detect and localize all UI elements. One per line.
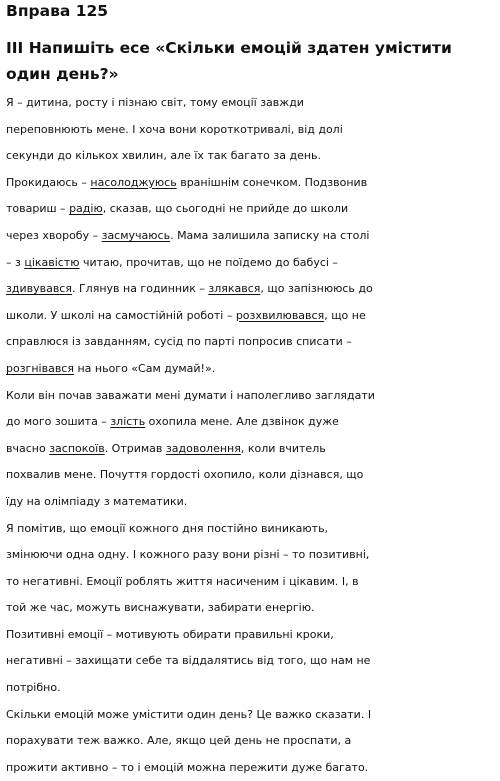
emotion-word: злякався — [208, 282, 261, 296]
essay-line — [6, 170, 498, 197]
essay-text-segment: прожити активно – то і емоцій можна пережити дуже багато. — [6, 760, 369, 774]
essay-line — [6, 702, 498, 729]
essay-line — [6, 383, 498, 410]
essay-text-segment: вранішнім сонечком. Подзвонив — [176, 175, 368, 189]
essay-text-segment: читаю, прочитав, що не поїдемо до бабусі – — [79, 255, 338, 269]
essay-text-segment: Прокидаюсь – — [6, 175, 91, 189]
essay-text-segment: їду на олімпіаду з математики. — [6, 494, 188, 508]
essay-text-segment: охопила мене. Але дзвінок дуже — [145, 415, 339, 429]
essay-text-segment: школи. У школі на самостійній роботі – — [6, 308, 236, 322]
essay-text-segment: той же час, можуть виснажувати, забирати енергію. — [6, 601, 315, 615]
essay-line — [6, 569, 498, 596]
essay-line — [6, 648, 498, 675]
essay-text-segment: вчасно — [6, 441, 50, 455]
essay-text-segment: на нього «Сам думай!». — [73, 361, 216, 375]
essay-line — [6, 250, 498, 277]
essay-line — [6, 462, 498, 489]
essay-line — [6, 143, 498, 170]
essay-text-segment: . Мама залишила записку на столі — [170, 228, 370, 242]
essay-text-segment: похвалив мене. Почуття гордості охопило, коли дізнався, що — [6, 468, 364, 482]
essay-text-segment: Коли він почав заважати мені думати і наполегливо заглядати — [6, 388, 375, 402]
emotion-word: здивувався — [6, 282, 72, 296]
essay-line — [6, 223, 498, 250]
essay-text-segment: то негативні. Емоції роблять життя насиченим і цікавим. І, в — [6, 574, 359, 588]
essay-line — [6, 516, 498, 543]
exercise-title: Вправа 125 — [6, 2, 109, 20]
emotion-word: насолоджуюсь — [90, 175, 177, 189]
emotion-word: розхвилювався — [235, 308, 325, 322]
task-prompt: III Напишіть есе «Скільки емоцій здатен умістити один день?» — [6, 39, 452, 83]
essay-line — [6, 276, 498, 303]
essay-text-segment: . Глянув на годинник – — [71, 282, 209, 296]
emotion-word: розгнівався — [6, 361, 74, 375]
essay-line — [6, 755, 498, 781]
essay-text-segment: Я помітив, що емоції кожного дня постійно виникають, — [6, 521, 329, 535]
essay-text-segment: , сказав, що сьогодні не прийде до школи — [102, 202, 349, 216]
emotion-word: засмучаюсь — [101, 228, 171, 242]
essay-line — [6, 542, 498, 569]
essay-line — [6, 409, 498, 436]
essay-line — [6, 595, 498, 622]
essay-line — [6, 436, 498, 463]
essay-line — [6, 489, 498, 516]
essay-text-segment: , що не — [324, 308, 366, 322]
essay-text-segment: порахувати теж важко. Але, якщо цей день не проспати, а — [6, 734, 352, 748]
essay-text-segment: товариш – — [6, 202, 70, 216]
essay-text-segment: секунди до кількох хвилин, але їх так багато за день. — [6, 149, 322, 163]
emotion-word: радію — [69, 202, 103, 216]
essay-line — [6, 90, 498, 117]
essay-line — [6, 622, 498, 649]
essay-text-segment: . Отримав — [104, 441, 166, 455]
essay-line — [6, 356, 498, 383]
essay-text-segment: Скільки емоцій може умістити один день? Це важко сказати. І — [6, 707, 372, 721]
essay-line — [6, 117, 498, 144]
essay-text-segment: через хворобу – — [6, 228, 102, 242]
essay-text-segment: змінюючи одна одну. І кожного разу вони різні – то позитивні, — [6, 548, 370, 562]
essay-text — [6, 90, 498, 781]
essay-line — [6, 196, 498, 223]
emotion-word: цікавістю — [24, 255, 80, 269]
essay-text-segment: потрібно. — [6, 681, 61, 695]
essay-text-segment: негативні – захищати себе та віддалятись від того, що нам не — [6, 654, 371, 668]
essay-text-segment: Позитивні емоції – мотивують обирати правильні кроки, — [6, 627, 334, 641]
emotion-word: заспокоїв — [49, 441, 105, 455]
essay-text-segment: , що запізнююсь до — [260, 282, 373, 296]
essay-text-segment: Я – дитина, росту і пізнаю світ, тому емоції завжди — [6, 96, 304, 109]
essay-text-segment: справлюся із завданням, сусід по парті попросив списати – — [6, 335, 352, 349]
emotion-word: злість — [110, 415, 146, 429]
essay-line — [6, 329, 498, 356]
emotion-word: задоволення — [165, 441, 241, 455]
essay-text-segment: переповнюють мене. І хоча вони короткотривалі, від долі — [6, 122, 343, 136]
essay-text-segment: до мого зошита – — [6, 415, 111, 429]
essay-text-segment: , коли вчитель — [240, 441, 326, 455]
essay-text-segment: – з — [6, 255, 25, 269]
essay-line — [6, 728, 498, 755]
essay-line — [6, 675, 498, 702]
essay-line — [6, 303, 498, 330]
